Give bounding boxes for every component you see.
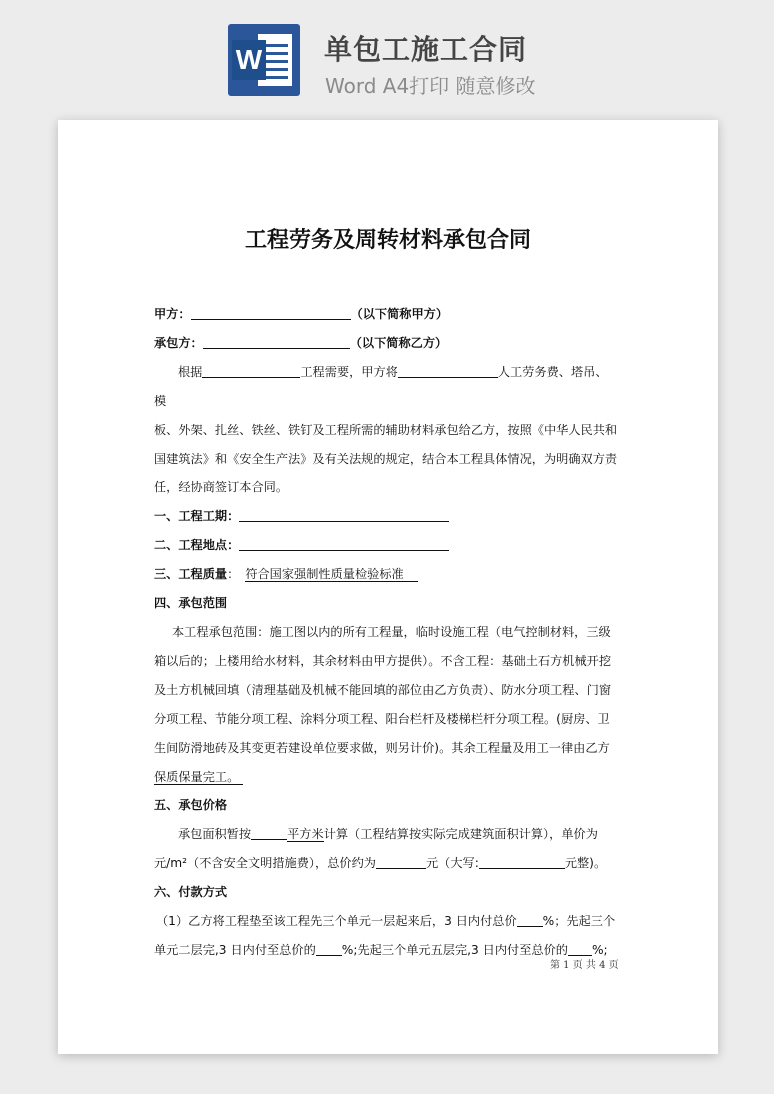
section-1-line bbox=[154, 502, 618, 531]
price-text: 计算（工程结算按实际完成建筑面积计算），单价为 bbox=[323, 827, 598, 842]
scope-line-1: 本工程承包范围：施工图以内的所有工程量，临时设施工程（电气控制材料，三级 bbox=[172, 624, 611, 639]
intro-text: 工程需要，甲方将 bbox=[300, 364, 398, 379]
word-icon bbox=[228, 24, 300, 96]
scope-text: 保质保量完工。 bbox=[154, 770, 243, 785]
word-letter-mark: W bbox=[232, 40, 266, 80]
payment-text: %;先起三个单元五层完,3 日内付至总价的 bbox=[341, 942, 568, 957]
section-3-label: 三、工程质量 bbox=[154, 567, 228, 582]
section-2-label: 二、工程地点： bbox=[154, 538, 240, 553]
payment-percent-blank-1[interactable] bbox=[517, 912, 543, 927]
payment-text: %; bbox=[591, 942, 608, 957]
party-b-label: 承包方： bbox=[154, 335, 203, 350]
party-a-blank[interactable] bbox=[191, 305, 351, 320]
party-a-note: （以下简称甲方） bbox=[350, 307, 449, 321]
section-3-colon: ： bbox=[227, 567, 240, 582]
project-name-blank[interactable] bbox=[202, 363, 300, 378]
payment-line-1 bbox=[154, 907, 618, 936]
document-body bbox=[154, 300, 618, 965]
intro-line-4: 任，经协商签订本合同。 bbox=[154, 480, 289, 495]
price-text: 元/m²（不含安全文明措施费），总价约为 bbox=[154, 856, 376, 871]
payment-text: （1）乙方将工程垫至该工程先三个单元一层起来后，3 日内付总价 bbox=[156, 914, 517, 929]
party-b-blank[interactable] bbox=[203, 334, 350, 349]
payment-text: 单元二层完,3 日内付至总价的 bbox=[154, 942, 316, 957]
section-6-heading: 六、付款方式 bbox=[154, 885, 228, 900]
quality-value: 符合国家强制性质量检验标准 bbox=[245, 567, 417, 582]
section-1-label: 一、工程工期： bbox=[154, 509, 240, 524]
total-price-words-blank[interactable] bbox=[479, 854, 565, 869]
scope-line-5: 生间防滑地砖及其变更若建设单位要求做，则另计价)。其余工程量及用工一律由乙方 bbox=[154, 740, 610, 755]
document-page bbox=[58, 120, 718, 1054]
party-b-note: （以下简称乙方） bbox=[349, 335, 448, 350]
payment-text: %；先起三个 bbox=[542, 914, 616, 929]
price-text: 元（大写: bbox=[425, 856, 479, 871]
duration-blank[interactable] bbox=[239, 507, 449, 522]
location-blank[interactable] bbox=[239, 536, 449, 551]
price-text: 承包面积暂按 bbox=[178, 827, 252, 842]
header-banner bbox=[0, 0, 774, 112]
party-a-line bbox=[154, 300, 618, 329]
intro-line-3: 国建筑法》和《安全生产法》及有关法规的规定，结合本工程具体情况，为明确双方责 bbox=[154, 451, 618, 466]
intro-line-1 bbox=[154, 358, 618, 416]
scope-line-6 bbox=[154, 763, 618, 792]
page-footer: 第 1 页 共 4 页 bbox=[550, 960, 619, 971]
section-3-line bbox=[154, 560, 618, 589]
price-line-2 bbox=[154, 849, 618, 878]
payment-percent-blank-2[interactable] bbox=[316, 941, 342, 956]
intro-text: 根据 bbox=[178, 364, 203, 379]
document-title: 工程劳务及周转材料承包合同 bbox=[244, 228, 531, 253]
banner-title: 单包工施工合同 bbox=[324, 33, 528, 66]
price-line-1 bbox=[154, 820, 618, 849]
section-4-heading: 四、承包范围 bbox=[154, 596, 228, 611]
section-2-line bbox=[154, 531, 618, 560]
party-a-label: 甲方： bbox=[154, 307, 191, 321]
price-text: 元整)。 bbox=[564, 856, 607, 871]
payment-line-2 bbox=[154, 936, 618, 965]
area-blank[interactable] bbox=[251, 825, 287, 840]
scope-line-3: 及土方机械回填（清理基础及机械不能回填的部位由乙方负责）、防水分项工程、门窗 bbox=[154, 682, 612, 697]
payment-percent-blank-3[interactable] bbox=[568, 941, 592, 956]
total-price-blank[interactable] bbox=[376, 854, 426, 869]
party-b-line bbox=[154, 329, 618, 358]
scope-line-4: 分项工程、节能分项工程、涂料分项工程、阳台栏杆及楼梯栏杆分项工程。(厨房、卫 bbox=[154, 711, 610, 726]
scope-line-2: 箱以后的；上楼用给水材料，其余材料由甲方提供）。不含工程：基础土石方机械开挖 bbox=[154, 653, 612, 668]
intro-text: 人工劳务费、塔吊、模 bbox=[154, 364, 608, 408]
section-5-heading: 五、承包价格 bbox=[154, 798, 228, 813]
intro-line-2: 板、外架、扎丝、铁丝、铁钉及工程所需的辅助材料承包给乙方，按照《中华人民共和 bbox=[154, 422, 618, 437]
area-unit: 平方米 bbox=[287, 827, 324, 842]
project-item-blank[interactable] bbox=[398, 363, 498, 378]
banner-subtitle: Word A4打印 随意修改 bbox=[325, 74, 536, 98]
